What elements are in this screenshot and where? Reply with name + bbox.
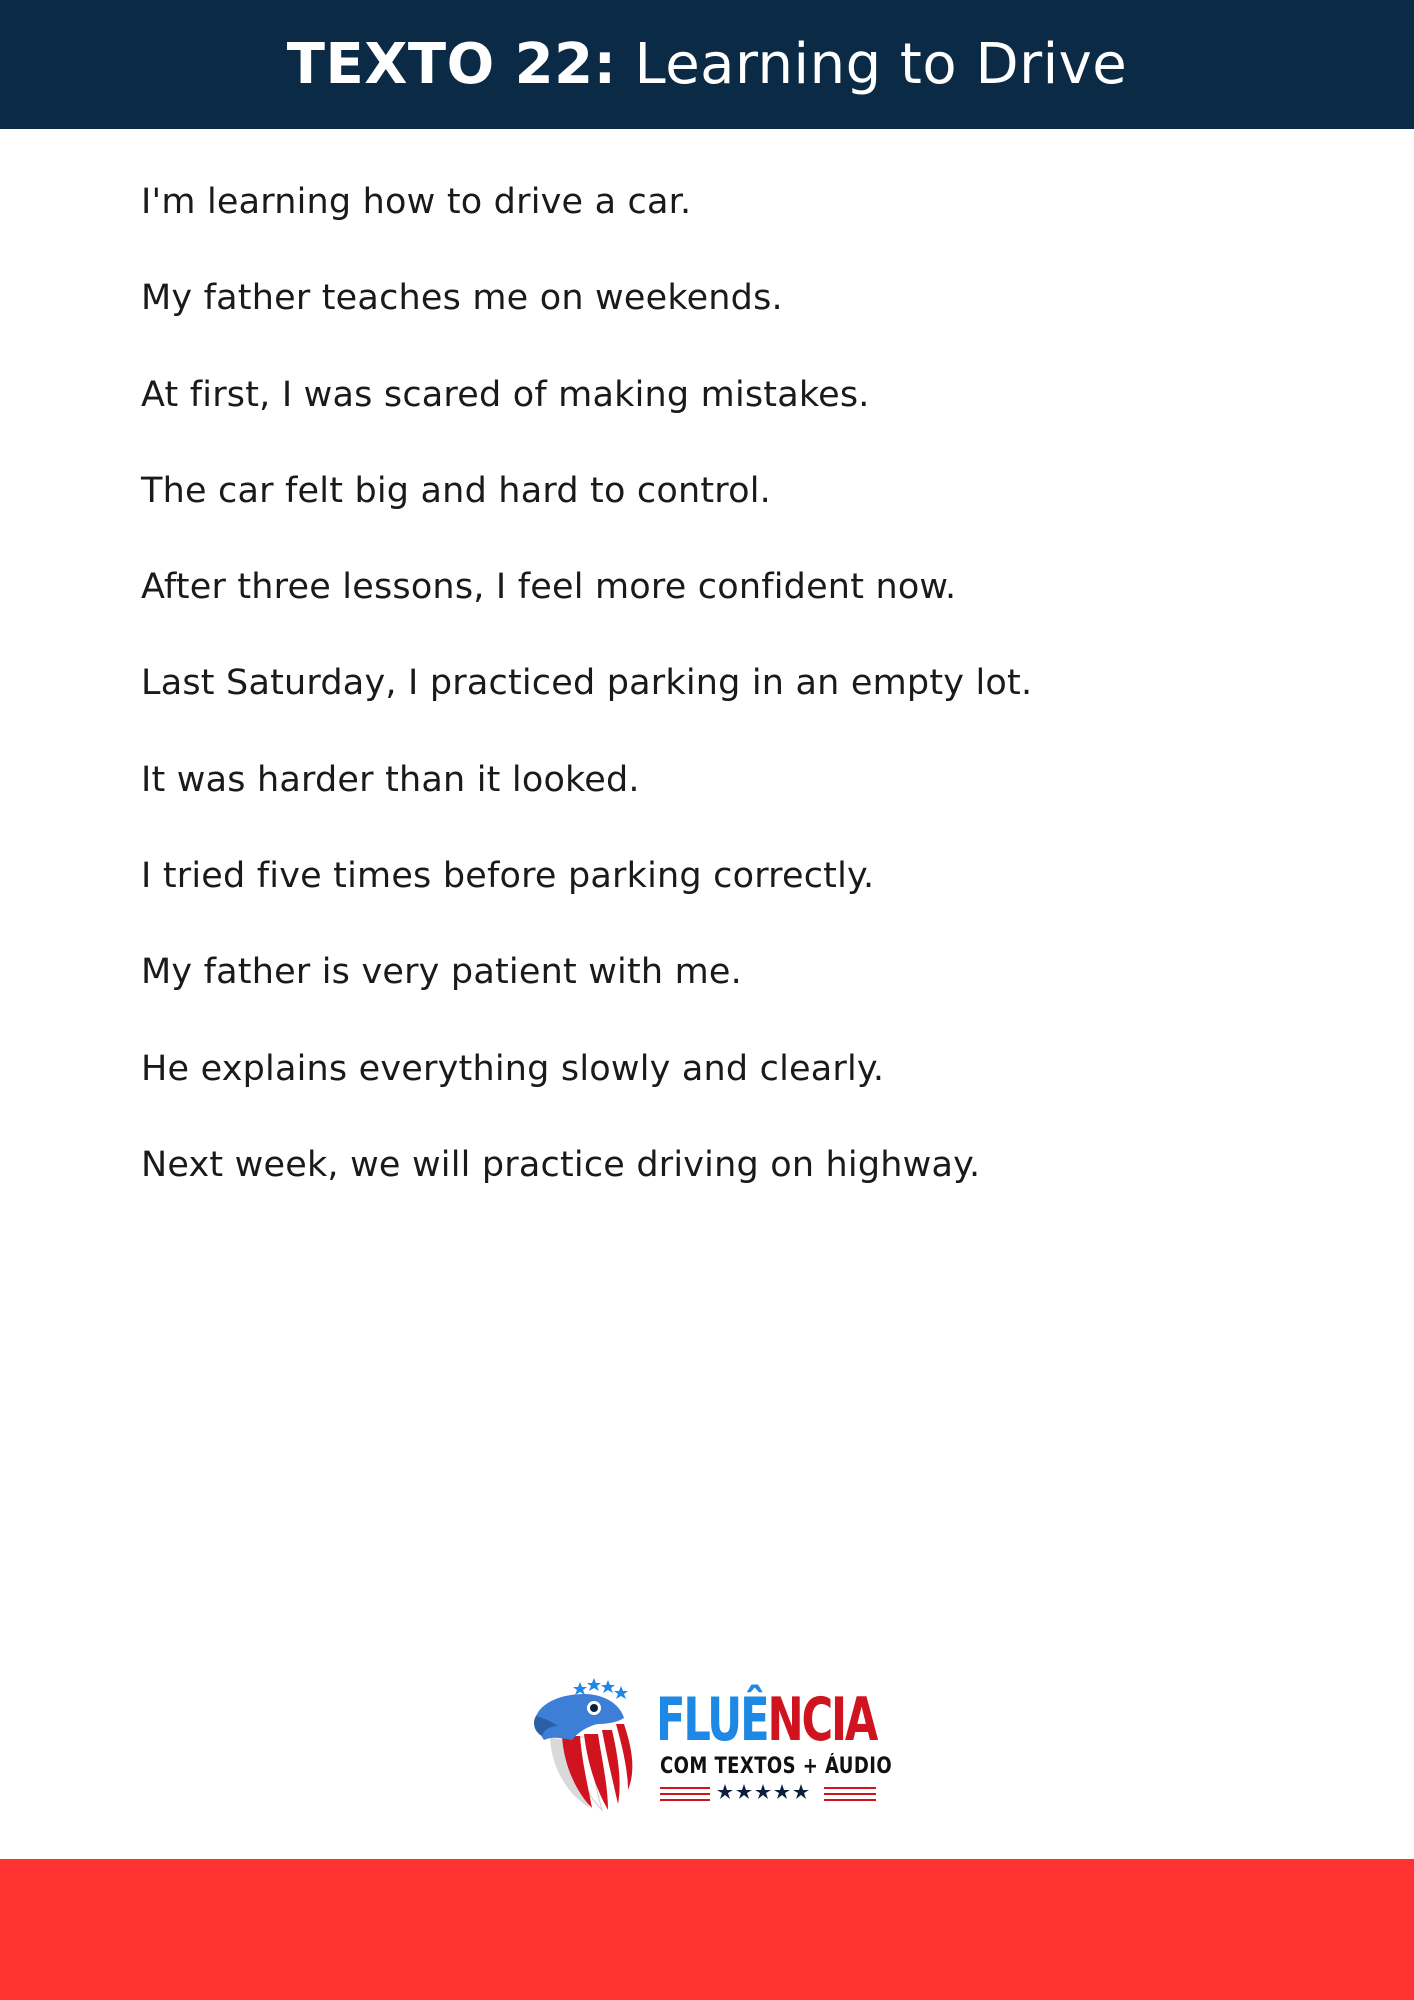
story-line: After three lessons, I feel more confident now. — [141, 567, 957, 608]
story-line: It was harder than it looked. — [141, 759, 640, 800]
story-text — [141, 182, 1291, 1241]
story-line: Last Saturday, I practiced parking in an empty lot. — [141, 663, 1033, 704]
story-line: The car felt big and hard to control. — [141, 470, 771, 511]
brand-word-red: NCIA — [767, 1685, 877, 1755]
story-line: My father teaches me on weekends. — [141, 278, 783, 319]
story-line: Next week, we will practice driving on highway. — [141, 1144, 981, 1185]
story-line: At first, I was scared of making mistakes. — [141, 374, 870, 415]
brand-word-blue: FLUÊ — [656, 1685, 768, 1755]
brand-subtitle: COM TEXTOS + ÁUDIO — [660, 1754, 893, 1779]
page-title: Learning to Drive — [634, 32, 1128, 97]
story-line: He explains everything slowly and clearly. — [141, 1048, 885, 1089]
page-header — [0, 0, 1414, 129]
story-line: I'm learning how to drive a car. — [141, 182, 692, 222]
page-footer-band — [0, 1859, 1414, 2000]
brand-wordmark — [656, 1685, 877, 1755]
story-line: My father is very patient with me. — [141, 952, 742, 993]
story-line: I tried five times before parking correctly. — [141, 856, 875, 897]
brand-logo — [532, 1678, 893, 1814]
text-number-label: TEXTO 22: — [286, 32, 617, 97]
